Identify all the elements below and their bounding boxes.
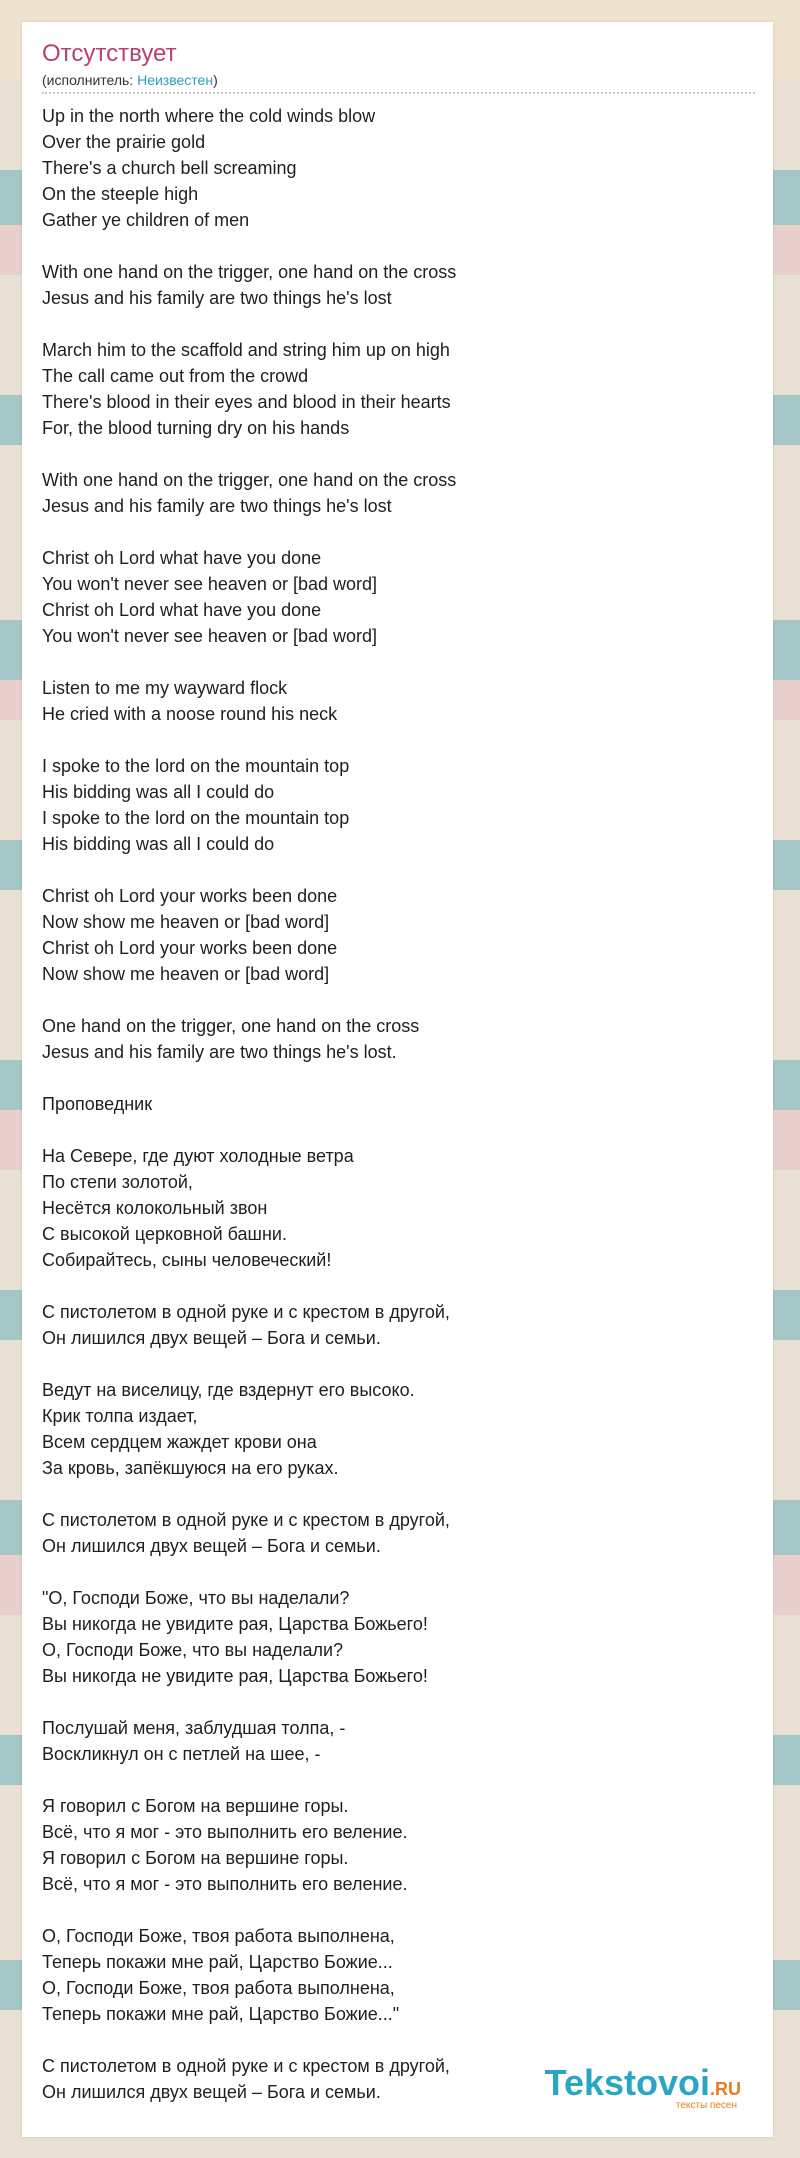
lyric-line: His bidding was all I could do: [42, 834, 275, 854]
dotted-divider: [42, 92, 755, 94]
lyrics-text: [42, 103, 742, 2105]
lyric-line: [42, 1559, 742, 1585]
logo-tagline: тексты песен: [675, 2100, 737, 2111]
lyric-line: Gather ye children of men: [42, 210, 250, 230]
lyric-line: Всё, что я мог - это выполнить его веление.: [42, 1822, 408, 1842]
lyric-line: Воскликнул он с петлей на шее, -: [42, 1744, 321, 1764]
lyric-line: [42, 1065, 742, 1091]
logo-suffix: .RU: [710, 2079, 741, 2099]
lyric-line: Он лишился двух вещей – Бога и семьи.: [42, 1536, 381, 1556]
lyric-line: [42, 857, 742, 883]
lyric-line: For, the blood turning dry on his hands: [42, 418, 350, 438]
lyric-line: The call came out from the crowd: [42, 366, 309, 386]
lyric-line: One hand on the trigger, one hand on the cross: [42, 1016, 420, 1036]
lyric-line: [42, 1689, 742, 1715]
lyric-line: [42, 649, 742, 675]
lyric-line: По степи золотой,: [42, 1172, 193, 1192]
artist-prefix: (исполнитель:: [42, 72, 138, 88]
lyric-line: [42, 519, 742, 545]
lyric-line: You won't never see heaven or [bad word]: [42, 626, 377, 646]
lyric-line: С пистолетом в одной руке и с крестом в другой,: [42, 1510, 450, 1530]
lyric-line: Jesus and his family are two things he's lost: [42, 288, 392, 308]
lyric-line: Ведут на виселицу, где вздернут его высоко.: [42, 1380, 415, 1400]
lyric-line: О, Господи Боже, твоя работа выполнена,: [42, 1926, 395, 1946]
lyric-line: I spoke to the lord on the mountain top: [42, 808, 350, 828]
lyric-line: Я говорил с Богом на вершине горы.: [42, 1848, 349, 1868]
lyric-line: Теперь покажи мне рай, Царство Божие...": [42, 2004, 400, 2024]
lyric-line: Вы никогда не увидите рая, Царства Божьего!: [42, 1666, 428, 1686]
lyric-line: Я говорил с Богом на вершине горы.: [42, 1796, 349, 1816]
lyric-line: Over the prairie gold: [42, 132, 206, 152]
lyric-line: He cried with a noose round his neck: [42, 704, 338, 724]
lyric-line: Christ oh Lord what have you done: [42, 548, 322, 568]
lyric-line: Послушай меня, заблудшая толпа, -: [42, 1718, 346, 1738]
lyric-line: С пистолетом в одной руке и с крестом в другой,: [42, 2056, 450, 2076]
lyric-line: With one hand on the trigger, one hand on the cross: [42, 470, 457, 490]
lyric-line: I spoke to the lord on the mountain top: [42, 756, 350, 776]
lyric-line: Christ oh Lord what have you done: [42, 600, 322, 620]
lyric-line: На Севере, где дуют холодные ветра: [42, 1146, 354, 1166]
lyric-line: Теперь покажи мне рай, Царство Божие...: [42, 1952, 393, 1972]
lyric-line: [42, 1767, 742, 1793]
lyric-line: [42, 1897, 742, 1923]
lyric-line: Всем сердцем жаждет крови она: [42, 1432, 317, 1452]
lyric-line: С высокой церковной башни.: [42, 1224, 287, 1244]
lyric-line: О, Господи Боже, что вы наделали?: [42, 1640, 344, 1660]
lyric-line: You won't never see heaven or [bad word]: [42, 574, 377, 594]
lyric-line: [42, 2027, 742, 2053]
lyric-line: "О, Господи Боже, что вы наделали?: [42, 1588, 350, 1608]
lyric-line: [42, 441, 742, 467]
lyric-line: [42, 727, 742, 753]
site-logo[interactable]: [545, 2062, 741, 2111]
lyric-line: On the steeple high: [42, 184, 199, 204]
lyric-line: [42, 987, 742, 1013]
lyric-line: [42, 233, 742, 259]
lyrics-card: [22, 22, 773, 2137]
song-title: Отсутствует: [42, 40, 177, 67]
lyric-line: [42, 1481, 742, 1507]
lyric-line: There's blood in their eyes and blood in their hearts: [42, 392, 451, 412]
lyric-line: С пистолетом в одной руке и с крестом в другой,: [42, 1302, 450, 1322]
lyric-line: Now show me heaven or [bad word]: [42, 912, 330, 932]
lyric-line: Проповедник: [42, 1094, 153, 1114]
lyric-line: Jesus and his family are two things he's lost: [42, 496, 392, 516]
artist-line: [42, 72, 218, 88]
lyric-line: [42, 1117, 742, 1143]
lyric-line: Всё, что я мог - это выполнить его веление.: [42, 1874, 408, 1894]
lyric-line: Christ oh Lord your works been done: [42, 886, 338, 906]
lyric-line: Вы никогда не увидите рая, Царства Божьего!: [42, 1614, 428, 1634]
lyric-line: Он лишился двух вещей – Бога и семьи.: [42, 2082, 381, 2102]
lyric-line: Собирайтесь, сыны человеческий!: [42, 1250, 332, 1270]
lyric-line: [42, 1351, 742, 1377]
lyric-line: Он лишился двух вещей – Бога и семьи.: [42, 1328, 381, 1348]
lyric-line: За кровь, запёкшуюся на его руках.: [42, 1458, 339, 1478]
lyric-line: О, Господи Боже, твоя работа выполнена,: [42, 1978, 395, 1998]
lyric-line: Jesus and his family are two things he's lost.: [42, 1042, 397, 1062]
artist-link[interactable]: Неизвестен: [137, 72, 214, 88]
artist-suffix: ): [213, 72, 218, 88]
lyric-line: Listen to me my wayward flock: [42, 678, 288, 698]
lyric-line: Up in the north where the cold winds blow: [42, 106, 376, 126]
lyric-line: Крик толпа издает,: [42, 1406, 198, 1426]
lyric-line: Christ oh Lord your works been done: [42, 938, 338, 958]
lyric-line: His bidding was all I could do: [42, 782, 275, 802]
lyric-line: March him to the scaffold and string him up on high: [42, 340, 450, 360]
logo-name: Tekstovoi: [544, 2062, 710, 2103]
lyric-line: [42, 311, 742, 337]
lyric-line: There's a church bell screaming: [42, 158, 297, 178]
lyric-line: [42, 1273, 742, 1299]
lyric-line: Несётся колокольный звон: [42, 1198, 268, 1218]
lyric-line: With one hand on the trigger, one hand on the cross: [42, 262, 457, 282]
lyric-line: Now show me heaven or [bad word]: [42, 964, 330, 984]
